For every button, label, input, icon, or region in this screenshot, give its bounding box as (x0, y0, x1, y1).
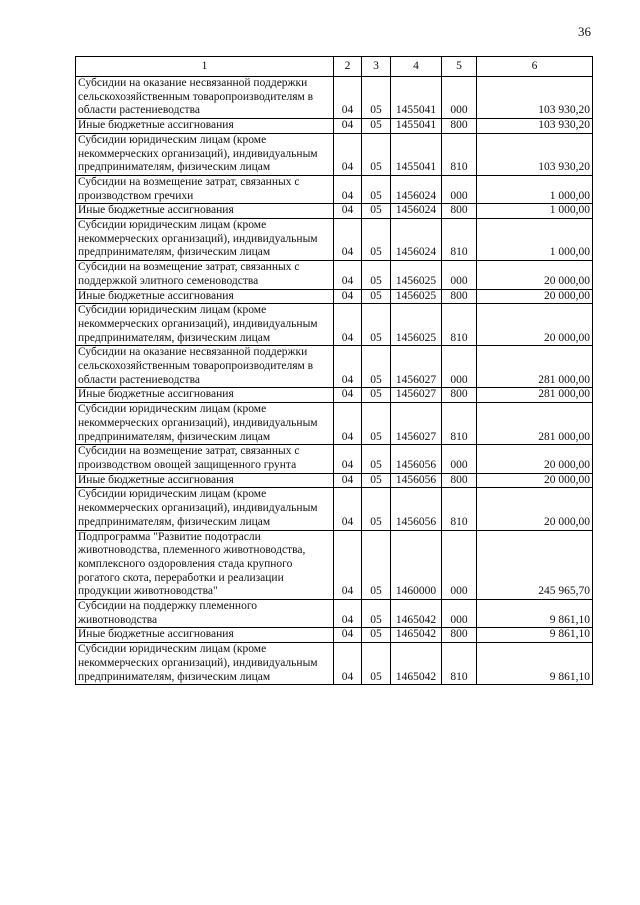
column-header-6: 6 (477, 57, 593, 77)
expense-type-code-cell: 000 (442, 346, 477, 388)
section-code-cell: 04 (334, 219, 362, 261)
item-name-cell: Субсидии юридическим лицам (кроме некоммерческих организаций), индивидуальным предпринимателям, физическим лицам (76, 403, 334, 445)
item-name-cell: Субсидии на оказание несвязанной поддержки сельскохозяйственным товаропроизводителям в области растениеводства (76, 77, 334, 119)
item-name-cell: Иные бюджетные ассигнования (76, 473, 334, 488)
subsection-code-cell: 05 (362, 133, 391, 175)
section-code-cell: 04 (334, 77, 362, 119)
section-code-cell: 04 (334, 643, 362, 685)
section-code-cell: 04 (334, 388, 362, 403)
target-article-code-cell: 1465042 (391, 628, 442, 643)
target-article-code-cell: 1465042 (391, 600, 442, 628)
target-article-code-cell: 1456027 (391, 388, 442, 403)
target-article-code-cell: 1456025 (391, 289, 442, 304)
target-article-code-cell: 1456024 (391, 175, 442, 203)
amount-cell: 245 965,70 (477, 530, 593, 600)
item-name-cell: Иные бюджетные ассигнования (76, 119, 334, 134)
target-article-code-cell: 1456025 (391, 261, 442, 289)
expense-type-code-cell: 800 (442, 289, 477, 304)
target-article-code-cell: 1456027 (391, 403, 442, 445)
expense-type-code-cell: 810 (442, 304, 477, 346)
target-article-code-cell: 1465042 (391, 643, 442, 685)
amount-cell: 20 000,00 (477, 261, 593, 289)
table-row (76, 175, 593, 203)
amount-cell: 20 000,00 (477, 473, 593, 488)
section-code-cell: 04 (334, 175, 362, 203)
amount-cell: 103 930,20 (477, 133, 593, 175)
table-row (76, 488, 593, 530)
subsection-code-cell: 05 (362, 473, 391, 488)
section-code-cell: 04 (334, 261, 362, 289)
subsection-code-cell: 05 (362, 175, 391, 203)
table-row (76, 643, 593, 685)
table-row (76, 77, 593, 119)
target-article-code-cell: 1456056 (391, 473, 442, 488)
subsection-code-cell: 05 (362, 346, 391, 388)
subsection-code-cell: 05 (362, 304, 391, 346)
table-row (76, 346, 593, 388)
section-code-cell: 04 (334, 133, 362, 175)
item-name-cell: Субсидии юридическим лицам (кроме некоммерческих организаций), индивидуальным предпринимателям, физическим лицам (76, 488, 334, 530)
column-header-2: 2 (334, 57, 362, 77)
subsection-code-cell: 05 (362, 77, 391, 119)
expense-type-code-cell: 810 (442, 643, 477, 685)
budget-table (75, 56, 593, 685)
target-article-code-cell: 1456025 (391, 304, 442, 346)
target-article-code-cell: 1455041 (391, 133, 442, 175)
amount-cell: 103 930,20 (477, 77, 593, 119)
column-header-1: 1 (76, 57, 334, 77)
column-header-3: 3 (362, 57, 391, 77)
section-code-cell: 04 (334, 119, 362, 134)
expense-type-code-cell: 000 (442, 445, 477, 473)
section-code-cell: 04 (334, 445, 362, 473)
subsection-code-cell: 05 (362, 388, 391, 403)
item-name-cell: Субсидии юридическим лицам (кроме некоммерческих организаций), индивидуальным предпринимателям, физическим лицам (76, 643, 334, 685)
target-article-code-cell: 1456024 (391, 219, 442, 261)
amount-cell: 103 930,20 (477, 119, 593, 134)
table-row (76, 403, 593, 445)
section-code-cell: 04 (334, 530, 362, 600)
item-name-cell: Субсидии юридическим лицам (кроме некоммерческих организаций), индивидуальным предпринимателям, физическим лицам (76, 133, 334, 175)
amount-cell: 20 000,00 (477, 304, 593, 346)
table-row (76, 289, 593, 304)
subsection-code-cell: 05 (362, 488, 391, 530)
expense-type-code-cell: 000 (442, 77, 477, 119)
subsection-code-cell: 05 (362, 445, 391, 473)
amount-cell: 20 000,00 (477, 289, 593, 304)
amount-cell: 281 000,00 (477, 403, 593, 445)
table-row (76, 388, 593, 403)
section-code-cell: 04 (334, 403, 362, 445)
item-name-cell: Субсидии юридическим лицам (кроме некоммерческих организаций), индивидуальным предпринимателям, физическим лицам (76, 304, 334, 346)
amount-cell: 1 000,00 (477, 175, 593, 203)
subsection-code-cell: 05 (362, 219, 391, 261)
expense-type-code-cell: 800 (442, 204, 477, 219)
target-article-code-cell: 1456056 (391, 445, 442, 473)
table-row (76, 119, 593, 134)
amount-cell: 1 000,00 (477, 204, 593, 219)
header-row (76, 57, 593, 77)
item-name-cell: Субсидии юридическим лицам (кроме некоммерческих организаций), индивидуальным предпринимателям, физическим лицам (76, 219, 334, 261)
expense-type-code-cell: 810 (442, 219, 477, 261)
amount-cell: 9 861,10 (477, 600, 593, 628)
column-header-4: 4 (391, 57, 442, 77)
table-row (76, 133, 593, 175)
target-article-code-cell: 1456027 (391, 346, 442, 388)
amount-cell: 281 000,00 (477, 346, 593, 388)
section-code-cell: 04 (334, 289, 362, 304)
item-name-cell: Субсидии на оказание несвязанной поддержки сельскохозяйственным товаропроизводителям в области растениеводства (76, 346, 334, 388)
item-name-cell: Иные бюджетные ассигнования (76, 204, 334, 219)
amount-cell: 20 000,00 (477, 488, 593, 530)
table-row (76, 445, 593, 473)
table-row (76, 261, 593, 289)
subsection-code-cell: 05 (362, 119, 391, 134)
amount-cell: 1 000,00 (477, 219, 593, 261)
table-body (76, 77, 593, 685)
subsection-code-cell: 05 (362, 261, 391, 289)
subsection-code-cell: 05 (362, 289, 391, 304)
subsection-code-cell: 05 (362, 643, 391, 685)
section-code-cell: 04 (334, 204, 362, 219)
expense-type-code-cell: 810 (442, 403, 477, 445)
expense-type-code-cell: 800 (442, 119, 477, 134)
table-row (76, 628, 593, 643)
expense-type-code-cell: 000 (442, 600, 477, 628)
expense-type-code-cell: 800 (442, 628, 477, 643)
section-code-cell: 04 (334, 304, 362, 346)
item-name-cell: Субсидии на возмещение затрат, связанных с производством овощей защищенного грунта (76, 445, 334, 473)
table-row (76, 473, 593, 488)
column-header-5: 5 (442, 57, 477, 77)
subsection-code-cell: 05 (362, 204, 391, 219)
amount-cell: 9 861,10 (477, 643, 593, 685)
target-article-code-cell: 1455041 (391, 77, 442, 119)
item-name-cell: Иные бюджетные ассигнования (76, 628, 334, 643)
amount-cell: 20 000,00 (477, 445, 593, 473)
expense-type-code-cell: 800 (442, 388, 477, 403)
expense-type-code-cell: 810 (442, 133, 477, 175)
target-article-code-cell: 1456056 (391, 488, 442, 530)
item-name-cell: Субсидии на возмещение затрат, связанных с производством гречихи (76, 175, 334, 203)
subsection-code-cell: 05 (362, 530, 391, 600)
target-article-code-cell: 1460000 (391, 530, 442, 600)
expense-type-code-cell: 000 (442, 175, 477, 203)
expense-type-code-cell: 000 (442, 530, 477, 600)
section-code-cell: 04 (334, 600, 362, 628)
table-row (76, 219, 593, 261)
table-row (76, 304, 593, 346)
section-code-cell: 04 (334, 473, 362, 488)
expense-type-code-cell: 000 (442, 261, 477, 289)
table-row (76, 530, 593, 600)
section-code-cell: 04 (334, 628, 362, 643)
amount-cell: 281 000,00 (477, 388, 593, 403)
subsection-code-cell: 05 (362, 403, 391, 445)
item-name-cell: Субсидии на возмещение затрат, связанных с поддержкой элитного семеноводства (76, 261, 334, 289)
subsection-code-cell: 05 (362, 600, 391, 628)
table-row (76, 204, 593, 219)
target-article-code-cell: 1456024 (391, 204, 442, 219)
page-number: 36 (578, 24, 591, 39)
target-article-code-cell: 1455041 (391, 119, 442, 134)
section-code-cell: 04 (334, 346, 362, 388)
item-name-cell: Иные бюджетные ассигнования (76, 289, 334, 304)
item-name-cell: Иные бюджетные ассигнования (76, 388, 334, 403)
expense-type-code-cell: 810 (442, 488, 477, 530)
subsection-code-cell: 05 (362, 628, 391, 643)
item-name-cell: Подпрограмма "Развитие подотрасли животноводства, племенного животноводства, комплексного оздоровления стада крупного рогатого скота, переработки и реализации продукции животноводства" (76, 530, 334, 600)
amount-cell: 9 861,10 (477, 628, 593, 643)
item-name-cell: Субсидии на поддержку племенного животноводства (76, 600, 334, 628)
expense-type-code-cell: 800 (442, 473, 477, 488)
section-code-cell: 04 (334, 488, 362, 530)
table-row (76, 600, 593, 628)
